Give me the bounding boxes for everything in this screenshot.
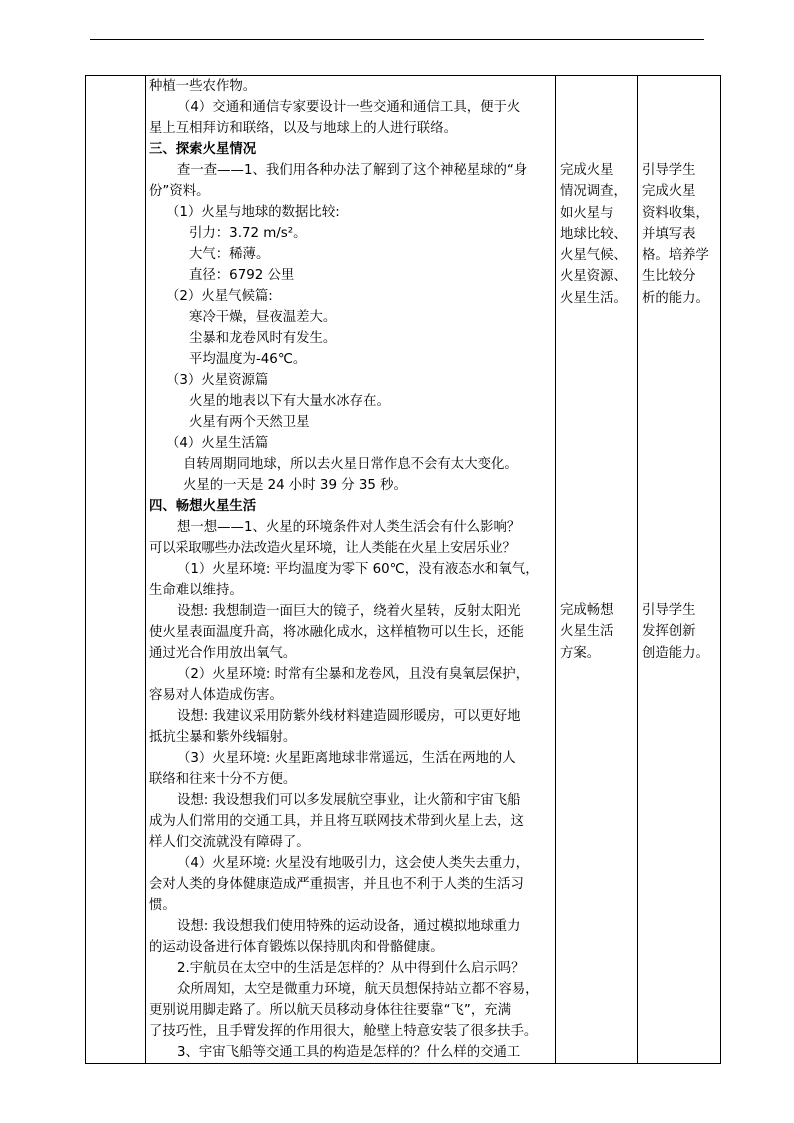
- intent-line: 引导学生: [642, 163, 696, 178]
- activity-line: 火星生活: [560, 624, 614, 640]
- content-line: 设想: 我设想我们使用特殊的运动设备，通过模拟地球重力: [177, 919, 521, 934]
- intent-line: 析的能力。: [642, 290, 709, 306]
- content-line: 2.宇航员在太空中的生活是怎样的？从中得到什么启示吗？: [177, 961, 525, 976]
- content-line: 的运动设备进行体育锻炼以保持肌肉和骨骼健康。: [149, 940, 444, 955]
- intent-line: 完成火星: [642, 184, 696, 200]
- student-activity-block: [560, 160, 634, 309]
- content-line: 设想: 我想制造一面巨大的镜子，绕着火星转，反射太阳光: [177, 604, 521, 619]
- content-line: 通过光合作用放出氧气。: [149, 646, 297, 661]
- content-line: 直径：6792 公里: [189, 268, 295, 283]
- content-line: 寒冷干燥，昼夜温差大。: [189, 310, 337, 325]
- content-line: （2）火星环境: 时常有尘暴和龙卷风，且没有臭氧层保护，: [177, 667, 530, 682]
- activity-line: 如火星与: [560, 205, 614, 221]
- activity-line: 方案。: [560, 645, 601, 661]
- section-heading: 四、畅想火星生活: [149, 499, 257, 514]
- content-line: 尘暴和龙卷风时有发生。: [189, 331, 337, 346]
- activity-line: 火星资源、: [560, 269, 627, 285]
- activity-line: 完成火星: [560, 163, 614, 178]
- content-line: 样人们交流就没有障碍了。: [149, 835, 310, 850]
- content-line: 大气：稀薄。: [189, 247, 270, 262]
- content-line: 火星的一天是 24 小时 39 分 35 秒。: [183, 478, 407, 493]
- intent-line: 格。培养学: [642, 248, 709, 264]
- content-line: 惯。: [149, 898, 176, 913]
- intent-line: 生比较分: [642, 269, 696, 285]
- content-line: （3）火星环境: 火星距离地球非常遥远，生活在两地的人: [177, 751, 516, 766]
- content-line: （4）火星环境: 火星没有地吸引力，这会使人类失去重力，: [177, 856, 530, 871]
- content-line: 容易对人体造成伤害。: [149, 688, 283, 703]
- intent-line: 并填写表: [642, 226, 696, 242]
- content-line: 生命难以维持。: [149, 583, 243, 598]
- content-line: 抵抗尘暴和紫外线辐射。: [149, 730, 297, 745]
- content-line: 种植一些农作物。: [149, 79, 257, 94]
- content-line: （4）火星生活篇: [166, 436, 269, 451]
- section-heading: 三、探索火星情况: [149, 142, 257, 157]
- content-line: （4）交通和通信专家要设计一些交通和通信工具，便于火: [177, 100, 521, 115]
- intent-line: 创造能力。: [642, 645, 709, 661]
- student-activity-block: [560, 600, 634, 664]
- content-line: 星上互相拜访和联络，以及与地球上的人进行联络。: [149, 121, 457, 136]
- design-intent-cell: [638, 76, 721, 1064]
- content-line: 平均温度为-46℃。: [189, 352, 307, 367]
- content-line: 更别说用脚走路了。所以航天员移动身体往往要靠“飞”，充满: [149, 1003, 512, 1018]
- content-line: 火星有两个天然卫星: [189, 415, 310, 430]
- content-line: （1）火星与地球的数据比较:: [166, 205, 340, 220]
- content-line: 众所周知，太空是微重力环境，航天员想保持站立都不容易，: [177, 982, 539, 997]
- intent-line: 资料收集，: [642, 205, 709, 221]
- content-line: 引力：3.72 m/s²。: [189, 226, 307, 241]
- table-row: [86, 76, 721, 1064]
- content-line: 想一想——1、火星的环境条件对人类生活会有什么影响？: [177, 520, 521, 535]
- activity-line: 火星生活。: [560, 290, 627, 306]
- content-line: 会对人类的身体健康造成严重损害，并且也不利于人类的生活习: [149, 877, 524, 892]
- activity-line: 地球比较、: [560, 226, 627, 242]
- design-intent-block: [642, 600, 717, 664]
- content-line: 自转周期同地球，所以去火星日常作息不会有太大变化。: [183, 457, 518, 472]
- content-line: 可以采取哪些办法改造火星环境，让人类能在火星上安居乐业？: [149, 541, 516, 556]
- content-line: 成为人们常用的交通工具，并且将互联网技术带到火星上去，这: [149, 814, 524, 829]
- activity-line: 情况调查，: [560, 184, 627, 200]
- teaching-content-cell: [146, 76, 556, 1064]
- content-line: 查一查——1、我们用各种办法了解到了这个神秘星球的“身: [177, 163, 528, 178]
- design-intent-block: [642, 160, 717, 309]
- student-activity-cell: [556, 76, 638, 1064]
- lesson-plan-table: [85, 75, 721, 1064]
- header-rule: [90, 39, 704, 40]
- content-line: 设想: 我设想我们可以多发展航空事业，让火箭和宇宙飞船: [177, 793, 521, 808]
- intent-line: 发挥创新: [642, 624, 696, 640]
- empty-column-cell: [86, 76, 146, 1064]
- activity-line: 火星气候、: [560, 248, 627, 264]
- content-line: （3）火星资源篇: [166, 373, 269, 388]
- content-line: （1）火星环境: 平均温度为零下 60℃，没有液态水和氧气，: [177, 562, 539, 577]
- content-line: 火星的地表以下有大量水冰存在。: [189, 394, 390, 409]
- activity-line: 完成畅想: [560, 603, 614, 619]
- intent-line: 引导学生: [642, 603, 696, 619]
- content-line: 了技巧性，且手臂发挥的作用很大，舱壁上特意安装了很多扶手。: [149, 1024, 538, 1039]
- content-line: 联络和往来十分不方便。: [149, 772, 297, 787]
- content-line: 使火星表面温度升高，将冰融化成水，这样植物可以生长，还能: [149, 625, 524, 640]
- content-line: 份”资料。: [149, 184, 210, 199]
- content-line: 3、宇宙飞船等交通工具的构造是怎样的？什么样的交通工: [177, 1045, 521, 1060]
- content-line: （2）火星气候篇:: [166, 289, 273, 304]
- content-line: 设想: 我建议采用防紫外线材料建造圆形暖房，可以更好地: [177, 709, 521, 724]
